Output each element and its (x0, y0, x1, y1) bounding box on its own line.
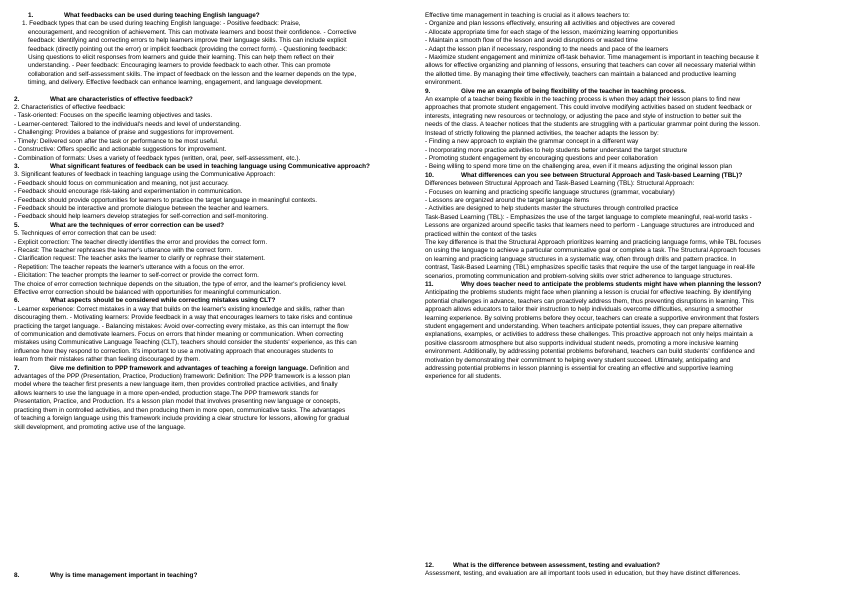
answer-line: - Promoting student engagement by encouraging questions and peer collaboration (425, 154, 658, 162)
answer-line: - Being willing to spend more time on the challenging area, even if it means adjusting the original lesson plan (425, 163, 732, 171)
answer-line: - Elicitation: The teacher prompts the learner to self-correct or provide the correct form. (14, 272, 259, 280)
answer-line: influence how they respond to correction. It's important to use a motivating approach that encourages students to (14, 347, 334, 355)
answer-line: learn from their mistakes rather than feeling discouraged by them. (14, 356, 201, 364)
answer-line: - Combination of formats: Uses a variety of feedback types (written, oral, peer, self-assessment, etc.). (14, 154, 301, 162)
left-column (14, 12, 406, 432)
answer-line: interests, integrating new resources or technology, or adjusting the pace and style of instruction to better suit the (425, 112, 742, 120)
question-title: What significant features of feedback can be used in teaching language using Communicative approach? (50, 162, 370, 170)
answer-line: Presentation, Practice, and Production. It's a lesson plan model that involves presenting new language or concepts, (14, 398, 341, 406)
question-5-heading (14, 222, 406, 230)
answer-line: - Constructive: Offers specific and actionable suggestions for improvement. (14, 146, 227, 154)
answer-line: - Finding a new approach to explain the grammar concept in a different way (425, 138, 639, 146)
answer-line: practicing the target language. - Balancing mistakes: Avoid over-correcting every mistake, as this can interrupt the flow (14, 322, 349, 330)
answer-line: - Adapt the lesson plan if necessary, responding to the needs and pace of the learners (425, 45, 669, 53)
question-number: 9. (425, 87, 431, 95)
question-title: What are the techniques of error correction can be used? (50, 221, 225, 229)
answer-line: collaboration and self-assessment skills. The impact of feedback on the lesson and the learner depends on the type, (28, 70, 357, 78)
question-number: 3. (14, 162, 20, 170)
question-number: 8. (14, 572, 20, 579)
question-1-heading (14, 12, 406, 20)
answer-line: timing, and delivery. Effective feedback can enhance learning, engagement, and language development. (28, 79, 323, 87)
answer-line: motivation by demonstrating their commitment to helping every student succeed. Ultimately, anticipating and (425, 356, 731, 364)
answer-line: - Challenging: Provides a balance of praise and suggestions for improvement. (14, 129, 234, 137)
right-column (425, 12, 827, 382)
question-number: 1. (28, 12, 34, 19)
answer-line: allows learners to use the language in a more open-ended, production stage.The PPP framework stands for (14, 389, 319, 397)
question-number: 5. (14, 221, 20, 229)
answer-line: - Task-oriented: Focuses on the specific learning objectives and tasks. (14, 112, 213, 120)
question-2-heading (14, 96, 406, 104)
answer-line: approaches that promote student engagement. This could involve modifying activities based on student feedback or (425, 104, 752, 112)
question-title: What aspects should be considered while correcting mistakes using CLT? (50, 297, 276, 305)
question-title: What differences can you see between Structural Approach and Task-based Learning (TBL)? (461, 171, 743, 179)
answer-line: understanding. - Peer feedback: Encouraging learners to provide feedback to each other. This can promote (28, 62, 331, 70)
question-number: 11. (425, 281, 434, 288)
question-title: Give me definition to PPP framework and advantages of teaching a foreign language. (50, 364, 309, 372)
answer-line: - Maintain a smooth flow of the lesson and avoid disruptions or wasted time (425, 37, 638, 45)
answer-line: 2. Characteristics of effective feedback: (14, 104, 126, 112)
answer-line: - Feedback should be interactive and promote dialogue between the teacher and learners. (14, 204, 269, 212)
answer-line: on using the language to achieve a particular communicative goal or complete a task. The Structural Approach focuses (425, 247, 761, 255)
answer-line: Lessons are organized around specific tasks that learners need to perform - Language structures are introduced and (425, 222, 755, 230)
answer-line: - Incorporating more practice activities to help students better understand the target structure (425, 146, 688, 154)
answer-line: positive classroom atmosphere but also supports individual student needs, promoting a more inclusive learning (425, 339, 739, 347)
answer-line: Differences between Structural Approach and Task-Based Learning (TBL): Structural Approach: (425, 180, 695, 188)
answer-line: of teaching a foreign language using this framework include providing a clear structure for lessons, allowing for gradual (14, 415, 350, 423)
answer-line: Using questions to elicit responses from learners and guide their learning. This can help them reflect on their (28, 54, 335, 62)
answer-line: - Lessons are organized around the target language items (425, 196, 590, 204)
answer-line: - Explicit correction: The teacher directly identifies the error and provides the correct form. (14, 238, 268, 246)
question-number: 7. (14, 364, 20, 372)
answer-line: environment. Additionally, by addressing potential problems beforehand, teachers can build students' confidence and (425, 348, 755, 356)
question-title: Why does teacher need to anticipate the problems students might have when planning the lesson? (461, 281, 762, 288)
answer-line: learning experience. By solving problems before they occur, teachers can create a supportive environment that fosters (425, 314, 759, 322)
answer-line: - Maximize student engagement and minimize off-task behavior. Time management is important in teaching because it (425, 54, 759, 62)
answer-line: Effective time management in teaching is crucial as it allows teachers to: (425, 12, 630, 19)
question-3-heading (14, 163, 406, 171)
answer-line: on learning and practicing language structures in a systematic way, often through drills and pattern practice. In (425, 255, 737, 263)
answer-line: - Feedback should encourage risk-taking and experimentation in communication. (14, 188, 243, 196)
answer-line: - Feedback should focus on communication and meaning, not just accuracy. (14, 179, 229, 187)
answer-line: - Recast: The teacher rephrases the learner's utterance with the correct form. (14, 246, 233, 254)
answer-line: mistakes using Communicative Language Teaching (CLT), teachers should consider the students' experience, as this can (14, 339, 357, 347)
question-title: Give me an example of being flexibility of the teacher in teaching process. (461, 87, 686, 95)
answer-line: needs of the class. A teacher notices that the students are struggling with a particular grammar point during the lesson. (425, 121, 760, 129)
answer-line: - Repetition: The teacher repeats the learner's utterance with a focus on the error. (14, 263, 245, 271)
answer-line: Task-Based Learning (TBL): - Emphasizes the use of the target language to complete meaningful, real-world tasks - (425, 213, 752, 221)
answer-line: skill development, and promoting active use of the language. (14, 423, 186, 431)
answer-line: student engagement and understanding. When teachers anticipate potential issues, they can prepare alternative (425, 323, 743, 331)
question-11-heading (425, 281, 827, 289)
answer-line: feedback: Identifying and correcting errors to help learners improve their language skills. This can include explicit (28, 37, 347, 45)
question-title: What feedbacks can be used during teaching English language? (64, 12, 260, 19)
answer-line: encouragement, and recognition of achievement. This can motivate learners and boost their confidence. - Corrective (28, 28, 357, 36)
question-number: 6. (14, 297, 20, 305)
answer-line: The key difference is that the Structural Approach prioritizes learning and practicing language forms, while TBL focuses (425, 238, 761, 246)
answer-line: - Learner-centered: Tailored to the individual's needs and level of understanding. (14, 120, 242, 128)
answer-line: practiced within the context of the tasks (425, 230, 537, 238)
question-8-heading (14, 572, 406, 580)
question-number: 10. (425, 171, 434, 179)
answer-line: scenarios, promoting communication and problem-solving skills over strict adherence to language structures. (425, 272, 733, 280)
answer-line: The choice of error correction technique depends on the situation, the type of error, and the learner's proficiency level. (14, 280, 347, 288)
answer-line: advantages of the PPP (Presentation, Practice, Production) framework: Definition: The PPP framework is a lesson plan (14, 373, 351, 381)
answer-line: model where the teacher first presents a new language item, then provides controlled practice activities, and finally (14, 381, 338, 389)
answer-line: - Organize and plan lessons effectively, ensuring all activities and objectives are covered (425, 20, 675, 28)
answer-line: explanations, examples, or activities to address these challenges. This proactive approach not only helps maintain a (425, 331, 753, 339)
answer-line: the allotted time. By managing their time effectively, teachers can maintain a balanced and productive learning (425, 70, 736, 78)
answer-line: Anticipating the problems students might face when planning a lesson is crucial for effective teaching. By identifying (425, 289, 752, 297)
question-title: What are characteristics of effective feedback? (50, 95, 193, 103)
answer-line: - Allocate appropriate time for each stage of the lesson, maximizing learning opportunities (425, 28, 678, 36)
answer-line: addressing potential problems in lesson planning is essential for creating an effective and supportive learning (425, 365, 733, 373)
answer-line: feedback (directly pointing out the error) or implicit feedback (providing the correct form). - Questioning feedback: (28, 45, 347, 53)
answer-line: - Feedback should help learners develop strategies for self-correction and self-monitoring. (14, 213, 268, 221)
question-12-section (425, 562, 827, 579)
answer-line-start: Definition and (308, 364, 349, 372)
answer-line: - Clarification request: The teacher asks the learner to clarify or rephrase their statement. (14, 255, 266, 263)
answer-line: practicing them in controlled activities, and then producing them in more open, communicative tasks. The advantages (14, 406, 346, 414)
answer-line: of communication and demotivate learners. Focus on errors that hinder meaning or communication. When correcting (14, 331, 344, 339)
answer-line: Effective error correction should be balanced with opportunities for meaningful communication. (14, 289, 282, 296)
answer-line: allows for effective organizing and planning of lessons, ensuring that teachers can cover all necessary material within (425, 62, 756, 70)
answer-line: 3. Significant features of feedback in teaching language using the Communicative Approach: (14, 171, 276, 179)
answer-line: 1. Feedback types that can be used during teaching English language: - Positive feedback: Praise, (22, 20, 301, 28)
answer-line: - Timely: Delivered soon after the task or performance to be most useful. (14, 137, 219, 145)
question-title: Why is time management important in teaching? (50, 572, 198, 579)
question-6-heading (14, 297, 406, 305)
answer-line: - Feedback should provide opportunities for learners to practice the target language in meaningful contexts. (14, 196, 318, 204)
question-number: 2. (14, 95, 20, 103)
answer-line: 5. Techniques of error correction that can be used: (14, 230, 157, 238)
answer-line: Assessment, testing, and evaluation are all important tools used in education, but they have distinct differences. (425, 570, 741, 578)
answer-line: environment. (425, 79, 462, 87)
question-number: 12. (425, 562, 434, 569)
question-title: What is the difference between assessment, testing and evaluation? (453, 562, 661, 569)
answer-line: - Focuses on learning and practicing specific language structures (grammar, vocabulary) (425, 188, 675, 196)
question-12-heading (425, 562, 827, 570)
answer-line: - Activities are designed to help students master the structures through controlled practice (425, 205, 679, 213)
answer-line: contrast, Task-Based Learning (TBL) emphasizes specific tasks that require the use of the target language in real-life (425, 264, 755, 272)
answer-line: Instead of strictly following the planned activities, the teacher adapts the lesson by: (425, 129, 659, 137)
answer-line: - Learner experience: Correct mistakes in a way that builds on the learner's existing knowledge and skills, rather than (14, 305, 345, 313)
question-7-heading (14, 365, 406, 373)
question-10-heading (425, 172, 827, 180)
answer-line: An example of a teacher being flexible in the teaching process is when they adapt their lesson plans to find new (425, 96, 741, 104)
answer-line: discouraging them. - Motivating learners: Provide feedback in a way that encourages learners to take risks and continue (14, 314, 353, 322)
question-9-heading (425, 88, 827, 96)
answer-line: approach allows educators to tailor their instruction to help individuals overcome difficulties, ensuring a smoother (425, 306, 743, 314)
answer-line: experience for all students. (425, 373, 502, 381)
answer-line: potential challenges in advance, teachers can proactively address them, thus preventing disruptions in learning. This (425, 297, 754, 305)
